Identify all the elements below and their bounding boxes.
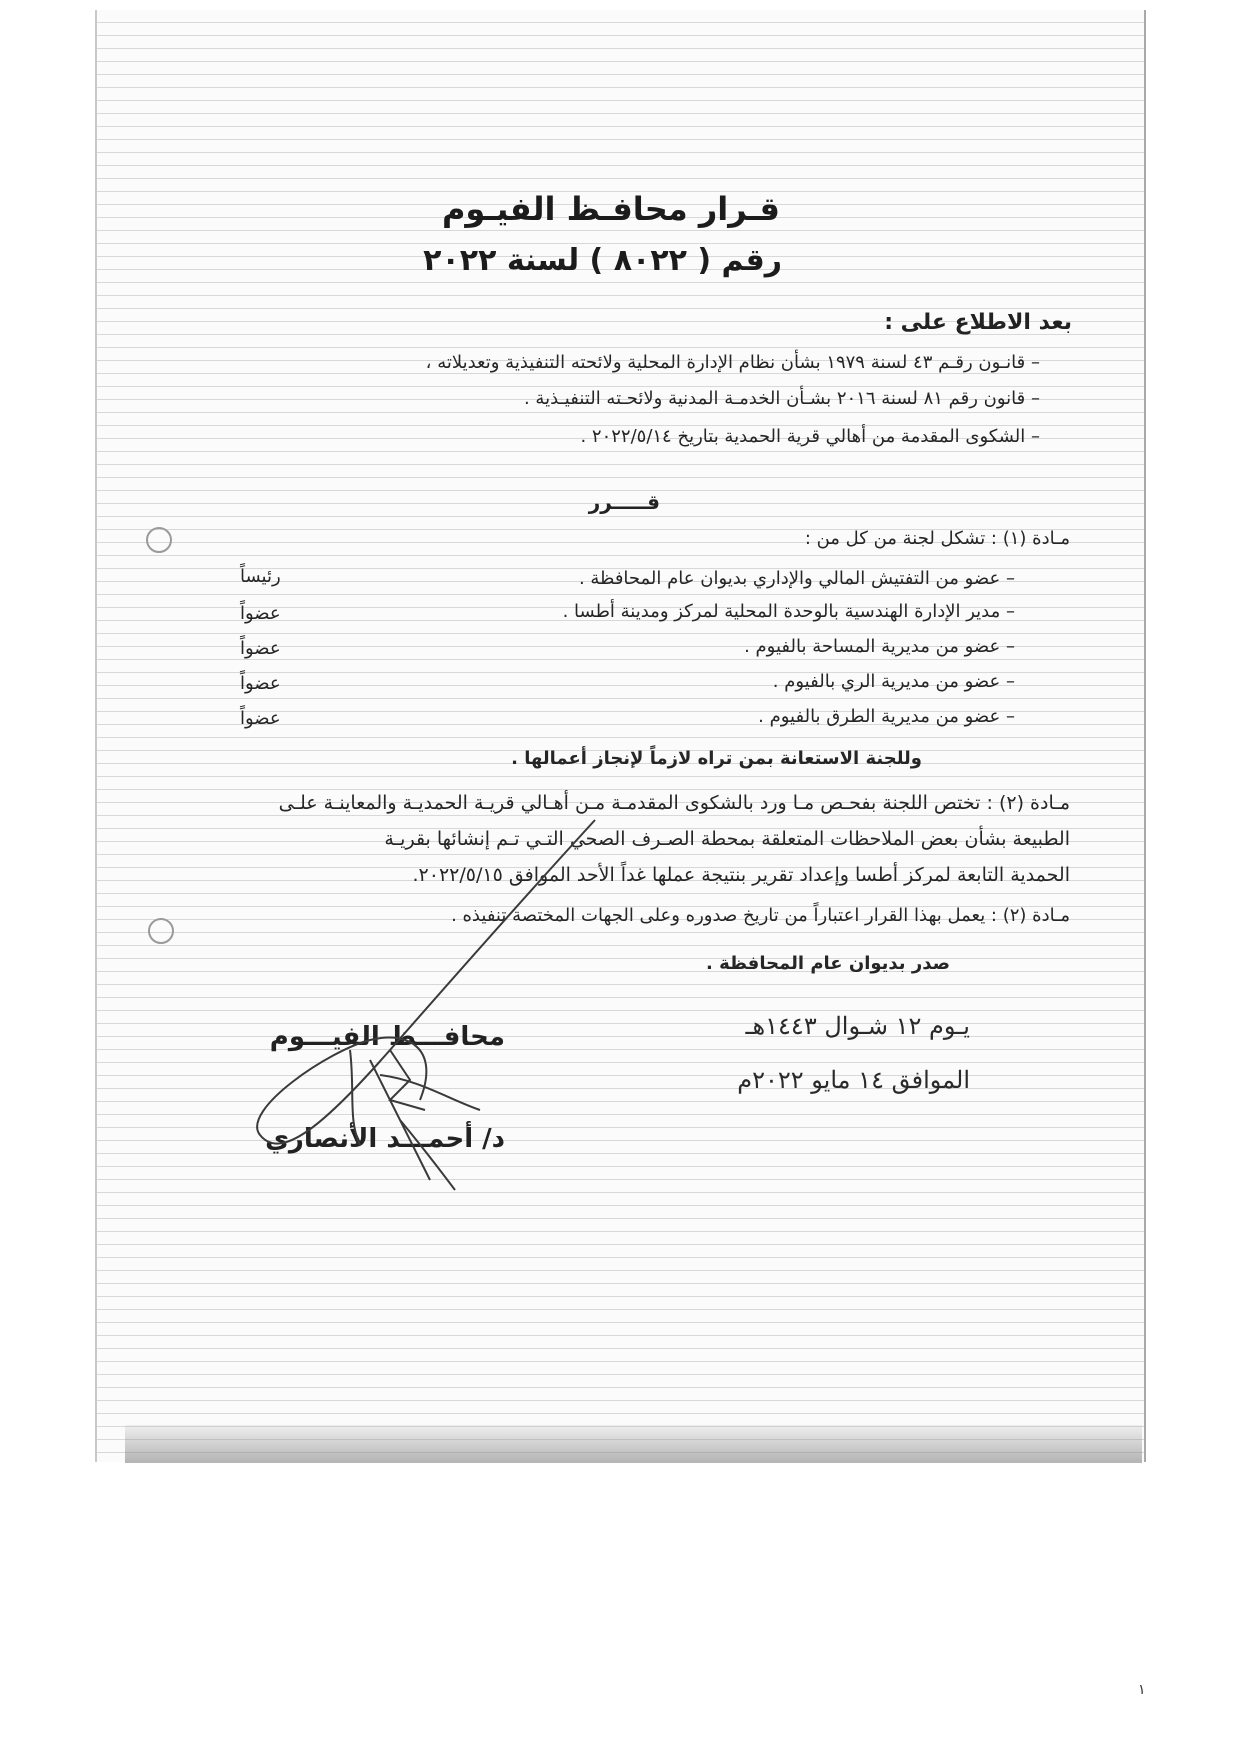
- decision-heading: قـــــرر: [588, 490, 660, 514]
- committee-member: – مدير الإدارة الهندسية بالوحدة المحلية لمركز ومدينة أطسا .: [562, 601, 1015, 622]
- article-1-intro: مـادة (١) : تشكل لجنة من كل من :: [804, 528, 1070, 549]
- preamble-item: – الشكوى المقدمة من أهالي قرية الحمدية بتاريخ ٢٠٢٢/٥/١٤ .: [580, 426, 1040, 447]
- article-2-line: الحمدية التابعة لمركز أطسا وإعداد تقرير بنتيجة عملها غداً الأحد الموافق ٢٠٢٢/٥/١٥.: [412, 864, 1070, 886]
- hijri-date: يـوم ١٢ شـوال ١٤٤٣هـ: [745, 1012, 970, 1040]
- decree-title: قـرار محافـظ الفيـوم: [441, 190, 780, 228]
- committee-role: عضواً: [240, 638, 281, 659]
- signatory-name: د/ أحمـــد الأنصاري: [265, 1124, 505, 1154]
- committee-member: – عضو من مديرية المساحة بالفيوم .: [744, 636, 1015, 657]
- committee-role: عضواً: [240, 603, 281, 624]
- committee-member: – عضو من مديرية الطرق بالفيوم .: [758, 706, 1015, 727]
- preamble-item: – قانـون رقـم ٤٣ لسنة ١٩٧٩ بشأن نظام الإدارة المحلية ولائحته التنفيذية وتعديلاته ،: [425, 352, 1040, 373]
- committee-role: رئيساً: [240, 566, 281, 587]
- preamble-item: – قانون رقم ٨١ لسنة ٢٠١٦ بشـأن الخدمـة المدنية ولائحـته التنفيـذية .: [523, 388, 1040, 409]
- scan-shadow: [125, 1425, 1142, 1463]
- issued-statement: صدر بديوان عام المحافظة .: [705, 953, 950, 974]
- signature-scribble-icon: [240, 800, 600, 1220]
- preamble-heading: بعد الاطلاع على :: [884, 310, 1072, 335]
- article-2-line: الطبيعة بشأن بعض الملاحظات المتعلقة بمحطة الصـرف الصحي التـي تـم إنشائها بقريـة: [384, 828, 1070, 850]
- punch-hole-icon: [146, 527, 172, 553]
- punch-hole-icon: [148, 918, 174, 944]
- article-1-footer: وللجنة الاستعانة بمن تراه لازماً لإنجاز أعمالها .: [511, 748, 922, 769]
- article-2-line: مـادة (٢) : تختص اللجنة بفحـص مـا ورد بالشكوى المقدمـة مـن أهـالي قريـة الحمديـة والمعاينـة علـى: [278, 792, 1070, 814]
- signatory-title: محافـــظ الفيـــوم: [269, 1022, 505, 1052]
- committee-member: – عضو من مديرية الري بالفيوم .: [772, 671, 1015, 692]
- page-number: ١: [1138, 1682, 1146, 1698]
- committee-role: عضواً: [240, 673, 281, 694]
- article-3: مـادة (٢) : يعمل بهذا القرار اعتباراً من تاريخ صدوره وعلى الجهات المختصة تنفيذه .: [451, 905, 1070, 926]
- decree-number: رقم ( ٨٠٢٢ ) لسنة ٢٠٢٢: [423, 243, 782, 278]
- committee-member: – عضو من التفتيش المالي والإداري بديوان عام المحافظة .: [578, 568, 1015, 589]
- gregorian-date: الموافق ١٤ مايو ٢٠٢٢م: [737, 1066, 970, 1094]
- committee-role: عضواً: [240, 708, 281, 729]
